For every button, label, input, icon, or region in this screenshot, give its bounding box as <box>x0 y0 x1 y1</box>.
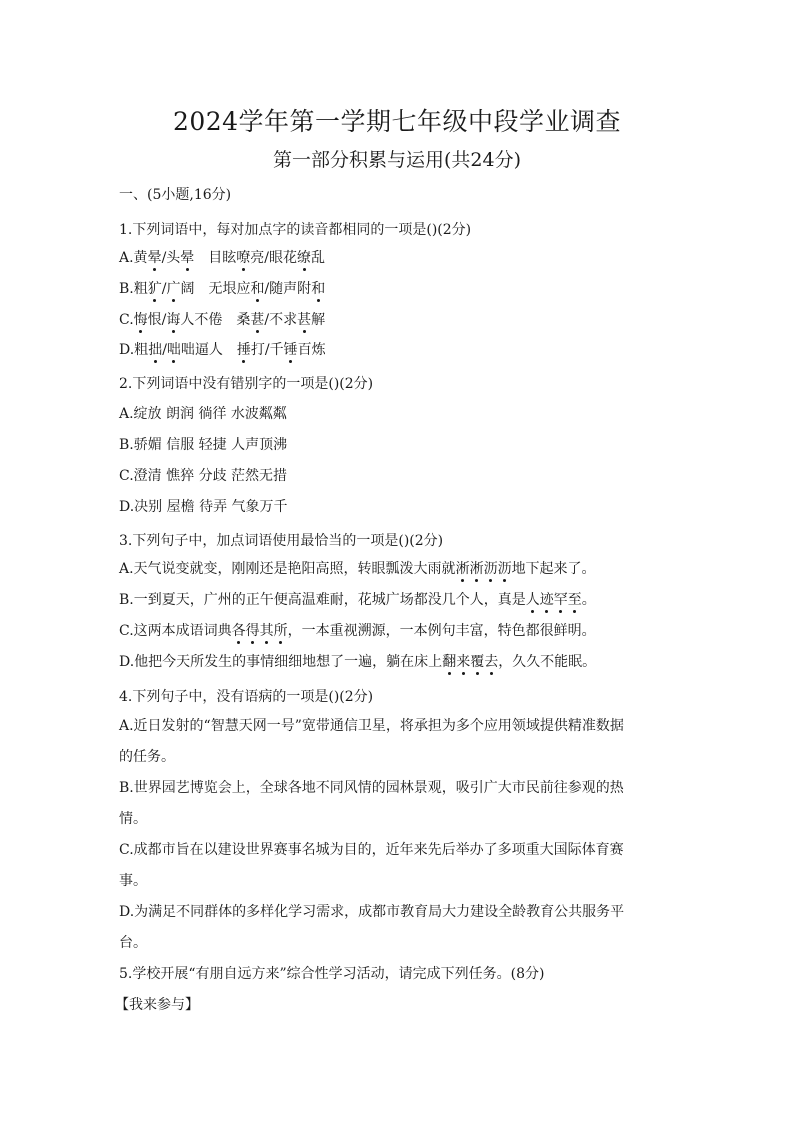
dotted-char: 嘹 <box>236 250 251 266</box>
q4-option-b-line2: 情。 <box>119 811 147 827</box>
dotted-char: 至 <box>567 592 582 608</box>
q5-subheading: 【我来参与】 <box>115 997 199 1013</box>
text-run: 。 <box>581 592 596 608</box>
dotted-char: 广 <box>166 281 181 297</box>
q4-option-a-line1: A.近日发射的“智慧天网一号”宽带通信卫星，将承担为多个应用领域提供精准数据 <box>119 718 624 734</box>
text-run: ，久久不能眠。 <box>498 654 597 670</box>
q4-option-d-line2: 台。 <box>119 935 147 951</box>
text-run: ，一本重视溯源，一本例句丰富，特色都很鲜明。 <box>287 623 596 639</box>
text-run: /不求 <box>264 312 298 328</box>
text-run: / <box>162 342 167 358</box>
text-run: D.粗 <box>119 342 149 358</box>
section-header: 一、(5小题,16分) <box>119 187 232 203</box>
q1-option-b <box>119 280 325 298</box>
dotted-phrase <box>456 561 512 577</box>
q1-option-c <box>119 311 325 329</box>
dotted-char: 和 <box>311 281 326 297</box>
dotted-char: 犷 <box>147 281 162 297</box>
dotted-char: 所 <box>273 623 288 639</box>
dotted-char: 葚 <box>250 312 265 328</box>
text-run: 恨/ <box>147 312 167 328</box>
q4-option-a-line2: 的任务。 <box>119 749 175 765</box>
q4-option-c-line2: 事。 <box>119 873 147 889</box>
dotted-char: 其 <box>259 623 274 639</box>
q3-option-c <box>119 622 596 640</box>
text-run: /随声附 <box>264 281 312 297</box>
text-run: C.这两本成语词典 <box>119 623 232 639</box>
text-run: B.粗 <box>119 281 148 297</box>
q4-option-b-line1: B.世界园艺博览会上，全球各地不同风情的园林景观，吸引广大市民前往参观的热 <box>119 780 624 796</box>
dotted-char: 翻 <box>442 654 457 670</box>
dotted-char: 和 <box>250 281 265 297</box>
text-run: C. <box>119 312 134 328</box>
q4-option-d-line1: D.为满足不同群体的多样化学习需求，成都市教育局大力建设全龄教育公共服务平 <box>119 904 625 920</box>
dotted-char: 沥 <box>483 561 498 577</box>
q3-stem: 3.下列句子中，加点词语使用最恰当的一项是()(2分) <box>119 533 444 549</box>
q4-stem: 4.下列句子中，没有语病的一项是()(2分) <box>119 689 374 705</box>
q2-stem: 2.下列词语中没有错别字的一项是()(2分) <box>119 376 374 392</box>
dotted-char: 锤 <box>283 342 298 358</box>
dotted-char: 去 <box>484 654 499 670</box>
dotted-char: 沥 <box>497 561 512 577</box>
text-run: 解 <box>311 312 326 328</box>
text-run: 百炼 <box>297 342 326 358</box>
q1-option-d <box>119 341 326 359</box>
dotted-char: 捶 <box>236 342 251 358</box>
dotted-phrase <box>442 654 498 670</box>
dotted-char: 咄 <box>166 342 181 358</box>
page-subtitle: 第一部分积累与运用(共24分) <box>272 149 521 171</box>
dotted-char: 淅 <box>455 561 470 577</box>
text-run: A.天气说变就变，刚刚还是艳阳高照，转眼瓢泼大雨就 <box>119 561 456 577</box>
q2-option-a: A.绽放 朗润 徜徉 水波粼粼 <box>119 406 287 422</box>
text-run: 目眩 <box>194 250 237 266</box>
q2-option-b: B.骄媚 信服 轻捷 人声顶沸 <box>119 437 288 453</box>
dotted-char: 甚 <box>297 312 312 328</box>
dotted-char: 迹 <box>539 592 554 608</box>
text-run: D.他把今天所发生的事情细细地想了一遍，躺在床上 <box>119 654 443 670</box>
q4-option-c-line1: C.成都市旨在以建设世界赛事名城为目的，近年来先后举办了多项重大国际体育赛 <box>119 842 624 858</box>
text-run: A.黄 <box>119 250 148 266</box>
text-run: /头 <box>161 250 181 266</box>
q1-option-a <box>119 249 325 267</box>
dotted-char: 淅 <box>469 561 484 577</box>
q5-stem: 5.学校开展“有朋自远方来”综合性学习活动，请完成下列任务。(8分) <box>119 966 545 982</box>
dotted-char: 拙 <box>148 342 163 358</box>
dotted-char: 晕 <box>147 250 162 266</box>
dotted-phrase <box>232 623 288 639</box>
text-run: / <box>161 281 167 297</box>
page-title: 2024学年第一学期七年级中段学业调查 <box>172 107 622 136</box>
dotted-char: 覆 <box>470 654 485 670</box>
q2-option-c: C.澄清 憔猝 分歧 茫然无措 <box>119 468 288 484</box>
text-run: B.一到夏天，广州的正午便高温难耐，花城广场都没几个人，真是 <box>119 592 526 608</box>
dotted-char: 得 <box>245 623 260 639</box>
dotted-char: 来 <box>456 654 471 670</box>
q3-option-d <box>119 653 596 671</box>
dotted-char: 悔 <box>133 312 148 328</box>
q1-stem: 1.下列词语中，每对加点字的读音都相同的一项是()(2分) <box>119 222 472 238</box>
q2-option-d: D.决别 屋檐 待弄 气象万千 <box>119 499 288 515</box>
text-run: 乱 <box>311 250 325 266</box>
text-run: 咄逼人 <box>180 342 237 358</box>
dotted-char: 诲 <box>166 312 181 328</box>
text-run: 阔 无垠应 <box>180 281 251 297</box>
dotted-phrase <box>526 592 582 608</box>
dotted-char: 罕 <box>553 592 568 608</box>
text-run: 地下起来了。 <box>511 561 596 577</box>
q3-option-b <box>119 591 596 609</box>
text-run: 人不倦 桑 <box>180 312 251 328</box>
dotted-char: 晕 <box>180 250 195 266</box>
q3-option-a <box>119 560 596 578</box>
text-run: 亮/眼花 <box>250 250 297 266</box>
dotted-char: 缭 <box>297 250 311 266</box>
dotted-char: 各 <box>231 623 246 639</box>
dotted-char: 人 <box>525 592 540 608</box>
text-run: 打/千 <box>250 342 284 358</box>
